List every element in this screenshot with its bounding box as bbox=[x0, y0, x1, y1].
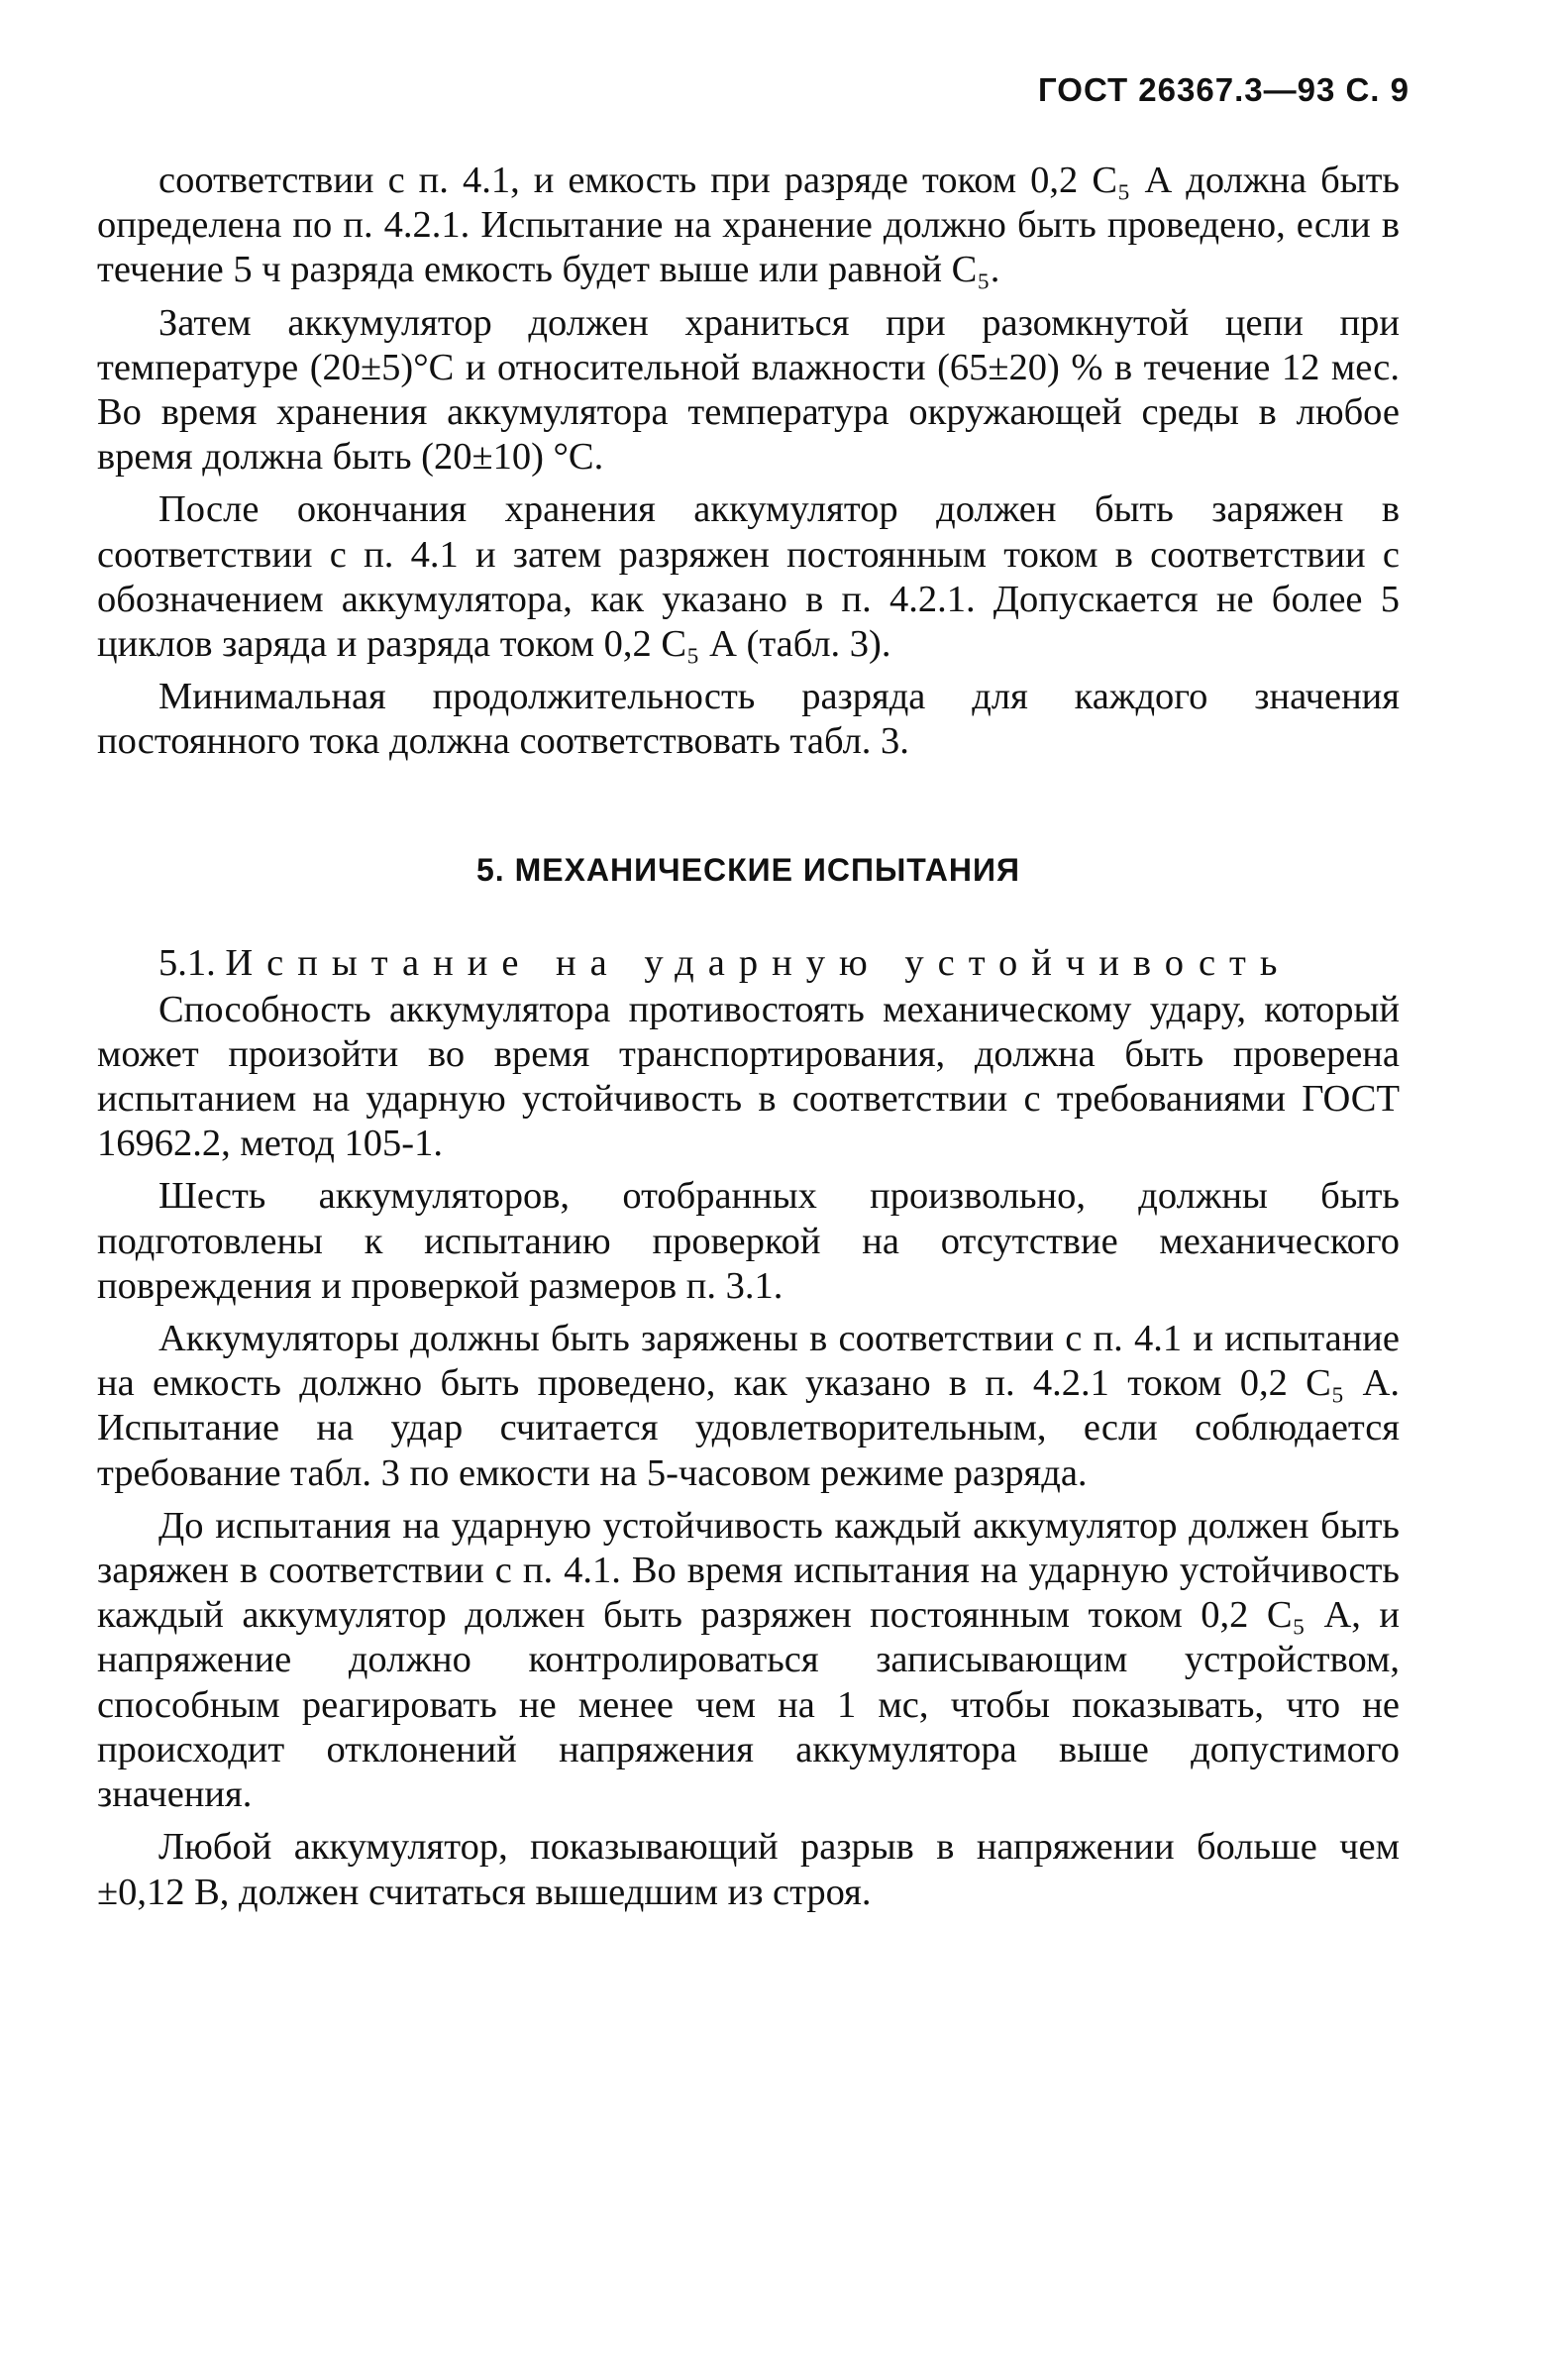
paragraph: Шесть аккумуляторов, отобранных произвольно, должны быть подготовлены к испытанию проверкой на отсутствие механического повреждения и проверкой размеров п. 3.1. bbox=[97, 1175, 1400, 1307]
paragraph: После окончания хранения аккумулятор должен быть заряжен в соответствии с п. 4.1 и затем разряжен постоянным током в соответствии с обозначением аккумулятора, как указано в п. 4.2.1. Допускается не более 5 циклов заряда и разряда током 0,2 C₅ А (табл. 3). bbox=[97, 488, 1400, 666]
subsection-number: 5.1. bbox=[158, 941, 216, 984]
paragraph: Любой аккумулятор, показывающий разрыв в напряжении больше чем ±0,12 В, должен считаться вышедшим из строя. bbox=[97, 1826, 1400, 1913]
body-text bbox=[97, 159, 1400, 1923]
paragraph: До испытания на ударную устойчивость каждый аккумулятор должен быть заряжен в соответствии с п. 4.1. Во время испытания на ударную устойчивость каждый аккумулятор должен быть разряжен постоянным током 0,2 C₅ А, и напряжение должно контролироваться записывающим устройством, способным реагировать не менее чем на 1 мс, чтобы показывать, что не происходит отклонений напряжения аккумулятора выше допустимого значения. bbox=[97, 1504, 1400, 1816]
paragraph: Аккумуляторы должны быть заряжены в соответствии с п. 4.1 и испытание на емкость должно быть проведено, как указано в п. 4.2.1 током 0,2 C₅ А. Испытание на удар считается удовлетворительным, если соблюдается требование табл. 3 по емкости на 5-часовом режиме разряда. bbox=[97, 1318, 1400, 1494]
paragraph: соответствии с п. 4.1, и емкость при разряде током 0,2 C₅ А должна быть определена по п. 4.2.1. Испытание на хранение должно быть проведено, если в течение 5 ч разряда емкость будет выше или равной C₅. bbox=[97, 160, 1400, 291]
subsection-heading bbox=[97, 941, 1400, 986]
paragraph: Затем аккумулятор должен храниться при разомкнутой цепи при температуре (20±5)°С и относительной влажности (65±20) % в течение 12 мес. Во время хранения аккумулятора температура окружающей среды в любое время должна быть (20±10) °С. bbox=[97, 301, 1400, 479]
paragraph: Способность аккумулятора противостоять механическому удару, который может произойти во время транспортирования, должна быть проверена испытанием на ударную устойчивость в соответствии с требованиями ГОСТ 16962.2, метод 105-1. bbox=[97, 988, 1400, 1165]
subsection-title: Испытание на ударную устойчивость bbox=[225, 941, 1292, 984]
section-title: 5. МЕХАНИЧЕСКИЕ ИСПЫТАНИЯ bbox=[475, 851, 1021, 888]
page-header: ГОСТ 26367.3—93 С. 9 bbox=[1038, 71, 1410, 108]
paragraph: Минимальная продолжительность разряда для каждого значения постоянного тока должна соответствовать табл. 3. bbox=[97, 676, 1400, 763]
